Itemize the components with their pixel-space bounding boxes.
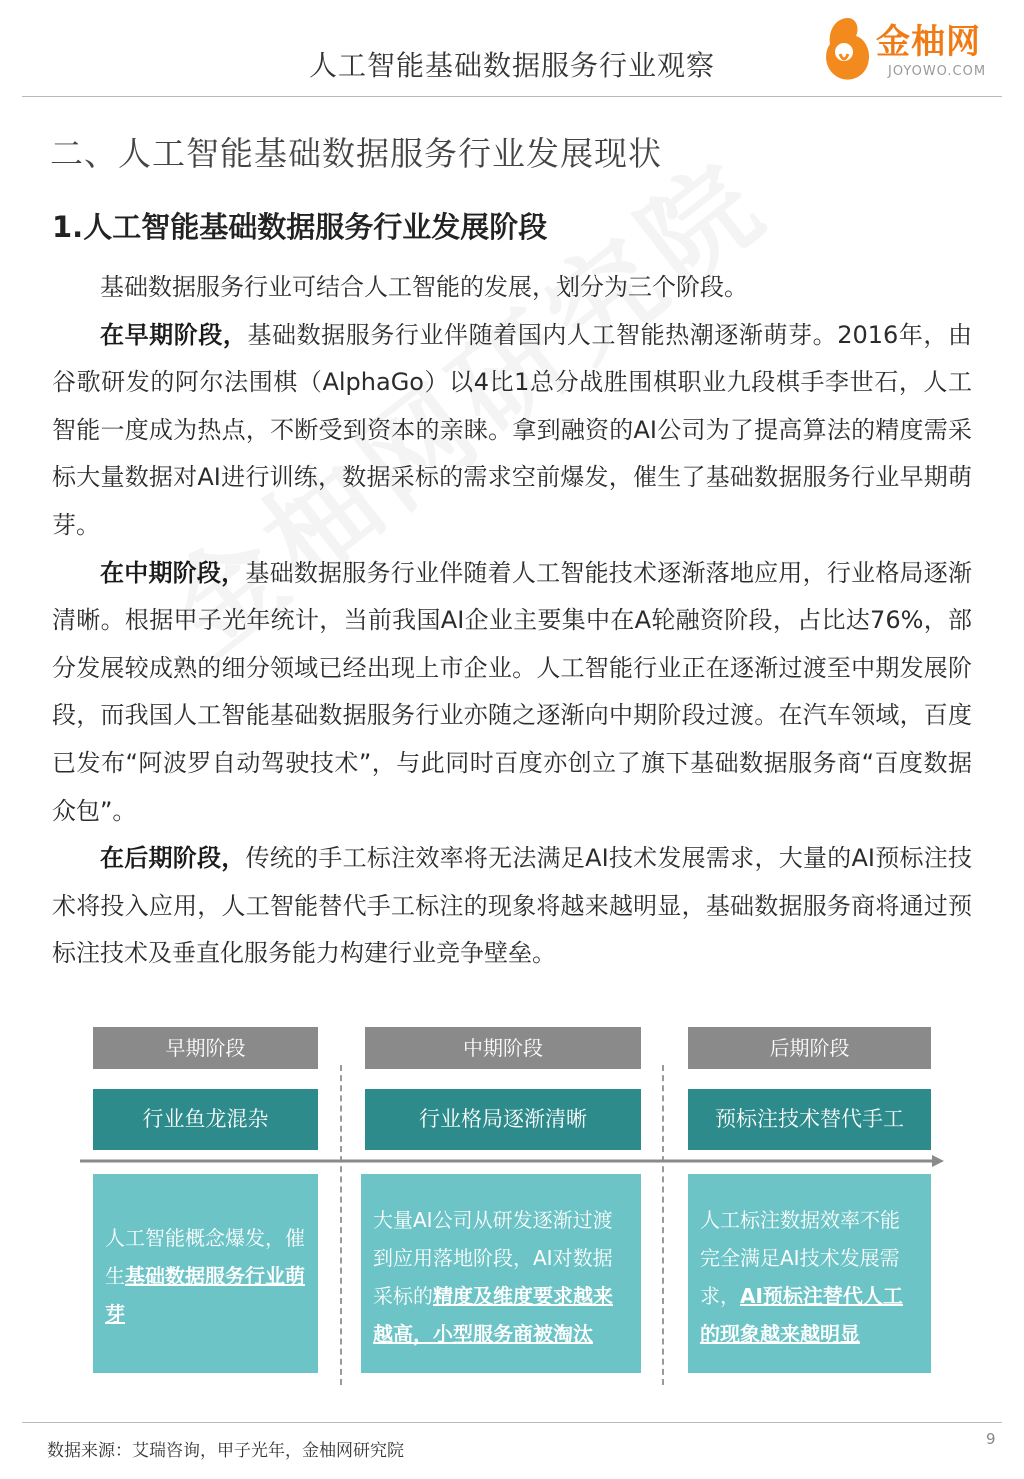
stage-desc-mid-bold: 精度及维度要求越来越高，小型服务商被淘汰 bbox=[373, 1284, 613, 1346]
stage-desc-late-plain: 人工标注数据效率不能完全满足AI技术发展需求， bbox=[700, 1208, 900, 1308]
stage-desc-mid-plain: 大量AI公司从研发逐渐过渡到应用落地阶段，AI对数据采标的 bbox=[373, 1208, 613, 1308]
logo-url: JOYOWO.COM bbox=[888, 64, 987, 79]
footer-divider bbox=[22, 1422, 1002, 1423]
stage-summary-mid: 行业格局逐渐清晰 bbox=[365, 1089, 641, 1150]
stage-desc-late bbox=[688, 1174, 931, 1373]
stage-divider bbox=[662, 1065, 664, 1385]
brand-logo bbox=[818, 8, 1014, 88]
page-number: 9 bbox=[986, 1430, 996, 1448]
stage-desc-early bbox=[93, 1174, 318, 1373]
intro-paragraph bbox=[52, 264, 972, 312]
early-text: 基础数据服务行业伴随着国内人工智能热潮逐渐萌芽。2016年，由谷歌研发的阿尔法围棋（AlphaGo）以4比1总分战胜围棋职业九段棋手李世石，人工智能一度成为热点，不断受到资本的亲睐。拿到融资的AI公司为了提高算法的精度需采标大量数据对AI进行训练，数据采标的需求空前爆发，催生了基础数据服务行业早期萌芽。 bbox=[52, 320, 973, 539]
page-header-title: 人工智能基础数据服务行业观察 bbox=[308, 49, 715, 82]
body-text bbox=[52, 264, 972, 978]
sub-title: 1.人工智能基础数据服务行业发展阶段 bbox=[52, 210, 548, 244]
stage-desc-late-bold: AI预标注替代人工的现象越来越明显 bbox=[700, 1284, 903, 1346]
stage-desc-early-plain: 人工智能概念爆发，催生 bbox=[105, 1226, 305, 1288]
intro-text: 基础数据服务行业可结合人工智能的发展，划分为三个阶段。 bbox=[100, 273, 748, 301]
stage-header-early: 早期阶段 bbox=[93, 1027, 318, 1069]
stage-divider bbox=[340, 1065, 342, 1385]
mid-label: 在中期阶段， bbox=[100, 558, 246, 587]
stage-summary-early: 行业鱼龙混杂 bbox=[93, 1089, 318, 1150]
section-title: 二、人工智能基础数据服务行业发展现状 bbox=[50, 134, 662, 173]
logo-wordmark: 金柚网 bbox=[876, 22, 981, 62]
stage-header-late: 后期阶段 bbox=[688, 1027, 931, 1069]
late-paragraph bbox=[52, 835, 972, 978]
stage-desc-mid bbox=[361, 1174, 641, 1373]
stage-header-mid: 中期阶段 bbox=[365, 1027, 641, 1069]
source-note: 数据来源：艾瑞咨询，甲子光年，金柚网研究院 bbox=[47, 1441, 404, 1461]
mid-text: 基础数据服务行业伴随着人工智能技术逐渐落地应用，行业格局逐渐清晰。根据甲子光年统计，当前我国AI企业主要集中在A轮融资阶段，占比达76%，部分发展较成熟的细分领域已经出现上市企业。人工智能行业正在逐渐过渡至中期发展阶段，而我国人工智能基础数据服务行业亦随之逐渐向中期阶段过渡。在汽车领域，百度已发布“阿波罗自动驾驶技术”，与此同时百度亦创立了旗下基础数据服务商“百度数据众包”。 bbox=[52, 558, 973, 825]
late-text: 传统的手工标注效率将无法满足AI技术发展需求，大量的AI预标注技术将投入应用，人工智能替代手工标注的现象将越来越明显，基础数据服务商将通过预标注技术及垂直化服务能力构建行业竞争壁垒。 bbox=[52, 844, 972, 968]
late-label: 在后期阶段， bbox=[100, 844, 246, 873]
early-paragraph bbox=[52, 312, 972, 550]
stage-summary-late: 预标注技术替代手工 bbox=[688, 1089, 931, 1150]
timeline-arrow bbox=[80, 1152, 946, 1170]
early-label: 在早期阶段， bbox=[100, 320, 248, 349]
mid-paragraph bbox=[52, 550, 972, 836]
logo-mascot-icon bbox=[818, 12, 878, 84]
header-divider bbox=[22, 96, 1002, 97]
stage-desc-early-bold: 基础数据服务行业萌芽 bbox=[105, 1264, 305, 1326]
